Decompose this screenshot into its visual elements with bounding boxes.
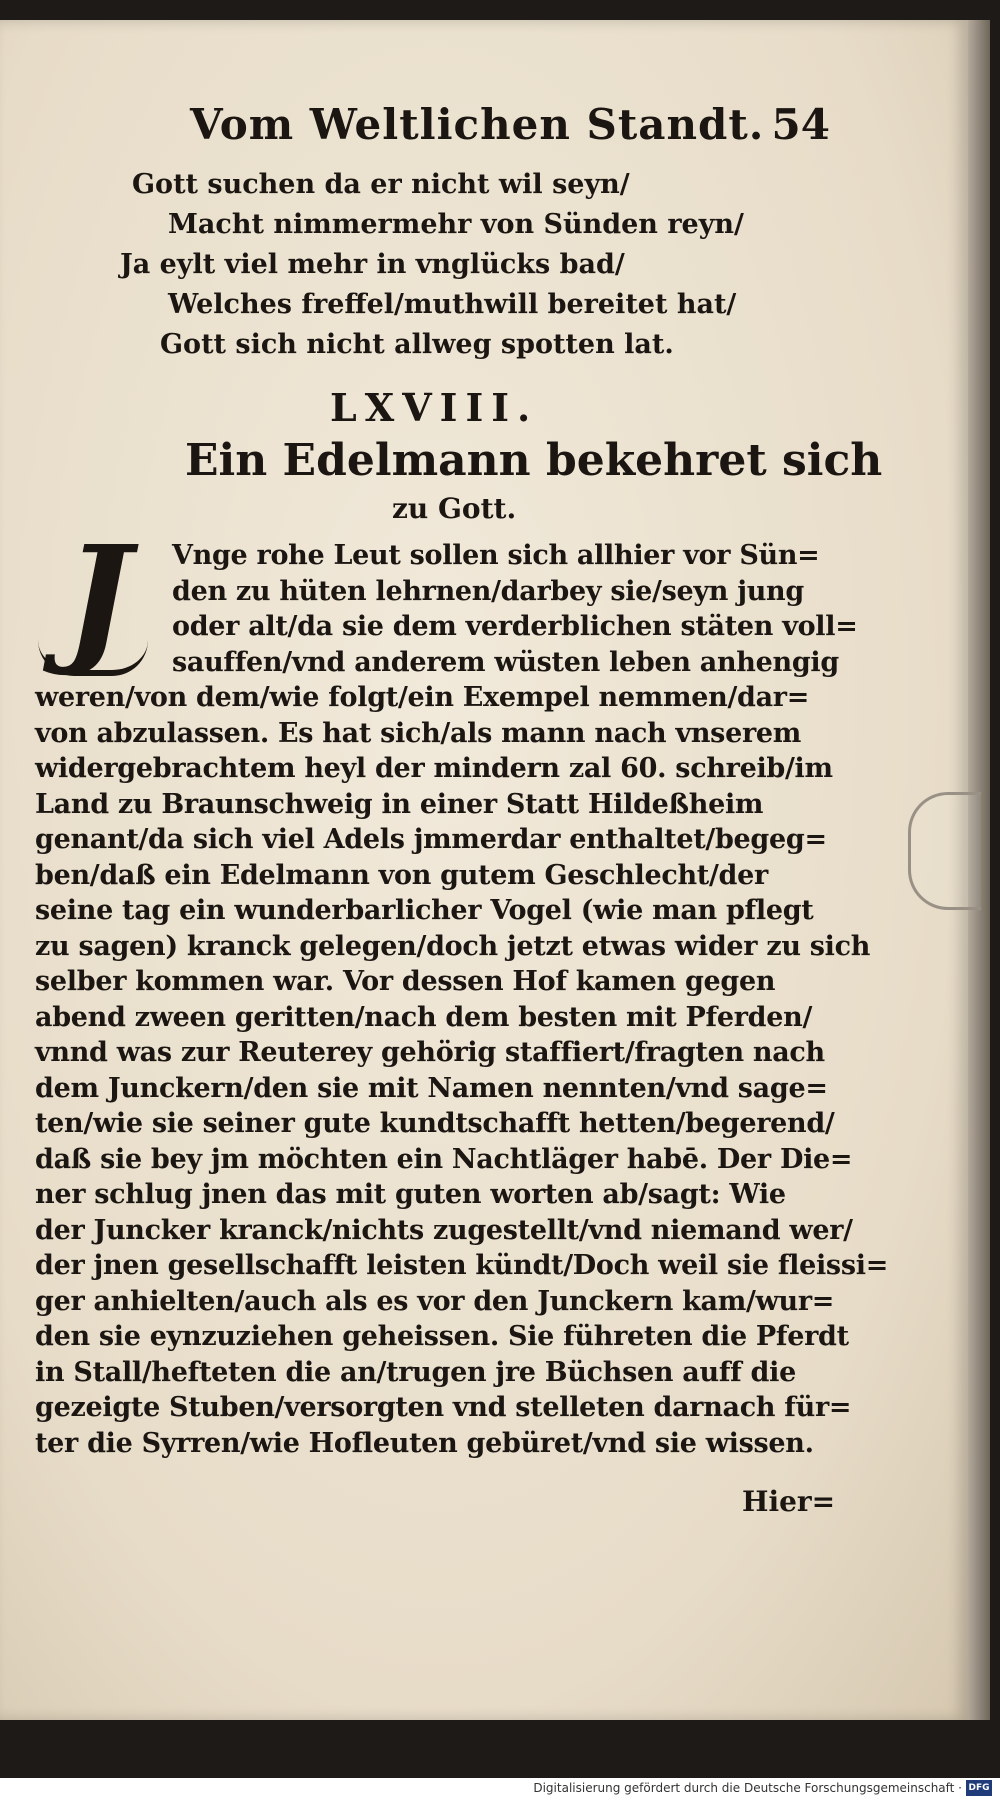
footer-bar — [0, 1778, 1000, 1800]
page-clip — [908, 792, 981, 910]
text-line: ben/daß ein Edelmann von gutem Geschlecht/der — [35, 859, 768, 891]
chapter-subtitle: zu Gott. — [392, 492, 517, 525]
verse-line: Macht nimmermehr von Sünden reyn/ — [168, 209, 744, 240]
text-line: daß sie bey jm möchten ein Nachtläger habē. Der Die= — [35, 1143, 853, 1175]
text-line: gezeigte Stuben/versorgten vnd stelleten darnach für= — [35, 1392, 852, 1423]
page-header — [190, 100, 830, 160]
text-line: abend zween geritten/nach dem besten mit Pferden/ — [35, 1001, 813, 1033]
text-line: seine tag ein wunderbarlicher Vogel (wie man pflegt — [35, 895, 814, 926]
verse-line: Welches freffel/muthwill bereitet hat/ — [168, 289, 737, 320]
chapter-title: Ein Edelmann bekehret sich — [185, 435, 883, 486]
text-line: den zu hüten lehrnen/darbey sie/seyn jung — [172, 575, 804, 607]
text-line: ger anhielten/auch als es vor den Junckern kam/wur= — [35, 1285, 835, 1317]
text-line: von abzulassen. Es hat sich/als mann nach vnserem — [35, 717, 802, 749]
text-line: selber kommen war. Vor dessen Hof kamen gegen — [35, 966, 776, 997]
text-line: vnnd was zur Reuterey gehörig staffiert/fragten nach — [35, 1037, 825, 1068]
digitization-credit: Digitalisierung gefördert durch die Deutsche Forschungsgemeinschaft · — [533, 1781, 962, 1795]
text-line: dem Junckern/den sie mit Namen nennten/vnd sage= — [35, 1072, 828, 1104]
text-line: weren/von dem/wie folgt/ein Exempel nemmen/dar= — [35, 682, 810, 713]
catchword: Hier= — [742, 1485, 836, 1518]
verse-block — [120, 165, 744, 365]
dfg-logo: DFG — [966, 1780, 992, 1796]
text-line: widergebrachtem heyl der mindern zal 60. schreib/im — [35, 753, 833, 784]
text-line: Land zu Braunschweig in einer Statt Hildeßheim — [35, 788, 764, 820]
text-line: ter die Syrren/wie Hofleuten gebüret/vnd sie wissen. — [35, 1427, 814, 1459]
verse-line: Gott sich nicht allweg spotten lat. — [160, 329, 674, 360]
verse-line: Ja eylt viel mehr in vnglücks bad/ — [120, 249, 625, 280]
body-text — [35, 538, 889, 1461]
text-line: ner schlug jnen das mit guten worten ab/sagt: Wie — [35, 1179, 786, 1210]
text-line: der jnen gesellschafft leisten kündt/Doch weil sie fleissi= — [35, 1250, 889, 1281]
verse-line: Gott suchen da er nicht wil seyn/ — [132, 169, 630, 200]
page-number: 54 — [771, 100, 830, 149]
text-line: in Stall/hefteten die an/trugen jre Büchsen auff die — [35, 1356, 796, 1388]
chapter-number: LXVIII. — [330, 385, 539, 430]
text-line: zu sagen) kranck gelegen/doch jetzt etwas wider zu sich — [35, 930, 871, 962]
text-line: genant/da sich viel Adels jmmerdar enthaltet/begeg= — [35, 824, 827, 855]
running-title: Vom Weltlichen Standt. — [190, 100, 765, 149]
text-line: ten/wie sie seiner gute kundtschafft hetten/begerend/ — [35, 1108, 835, 1139]
text-line: der Juncker kranck/nichts zugestellt/vnd niemand wer/ — [35, 1214, 853, 1246]
text-line: Vnge rohe Leut sollen sich allhier vor Sün= — [172, 540, 820, 571]
text-line: den sie eynzuziehen geheissen. Sie führeten die Pferdt — [35, 1321, 849, 1352]
text-line: oder alt/da sie dem verderblichen stäten voll= — [172, 611, 858, 642]
text-line: sauffen/vnd anderem wüsten leben anhengig — [172, 646, 839, 678]
decorated-initial: J — [64, 516, 132, 680]
